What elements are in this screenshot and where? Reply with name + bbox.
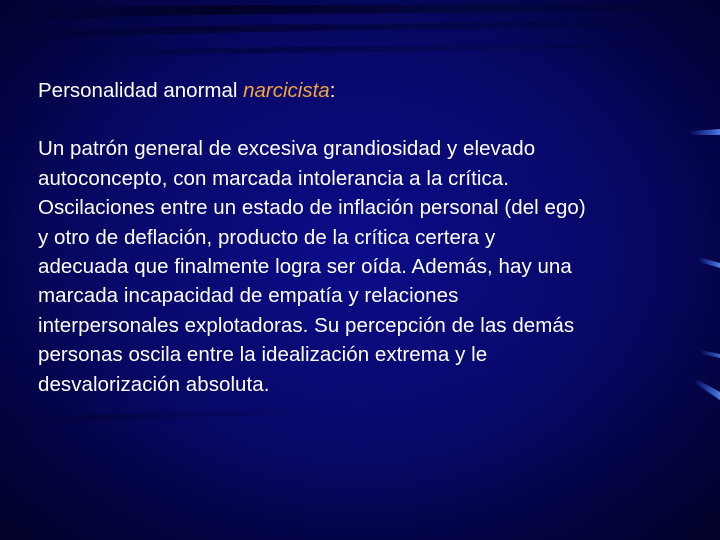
body-line: y otro de deflación, producto de la crítica certera y	[38, 225, 496, 249]
body-line: autoconcepto, con marcada intolerancia a la crítica.	[38, 166, 509, 190]
body-line: personas oscila entre la idealización extrema y le	[38, 343, 488, 367]
heading-prefix: Personalidad anormal	[38, 79, 244, 102]
slide-body-paragraph	[38, 134, 698, 399]
body-line: interpersonales explotadoras. Su percepción de las demás	[38, 313, 575, 337]
body-line: desvalorización absoluta.	[38, 372, 270, 396]
body-line: marcada incapacidad de empatía y relaciones	[38, 284, 459, 308]
body-line: adecuada que finalmente logra ser oída. Además, hay una	[38, 255, 572, 279]
heading-accent-word: narcicista	[243, 79, 330, 102]
heading-suffix: :	[329, 79, 336, 102]
body-line: Un patrón general de excesiva grandiosidad y elevado	[38, 137, 536, 161]
body-line: Oscilaciones entre un estado de inflación personal (del ego)	[38, 196, 586, 220]
slide-heading	[38, 76, 698, 105]
slide-content	[38, 76, 698, 399]
